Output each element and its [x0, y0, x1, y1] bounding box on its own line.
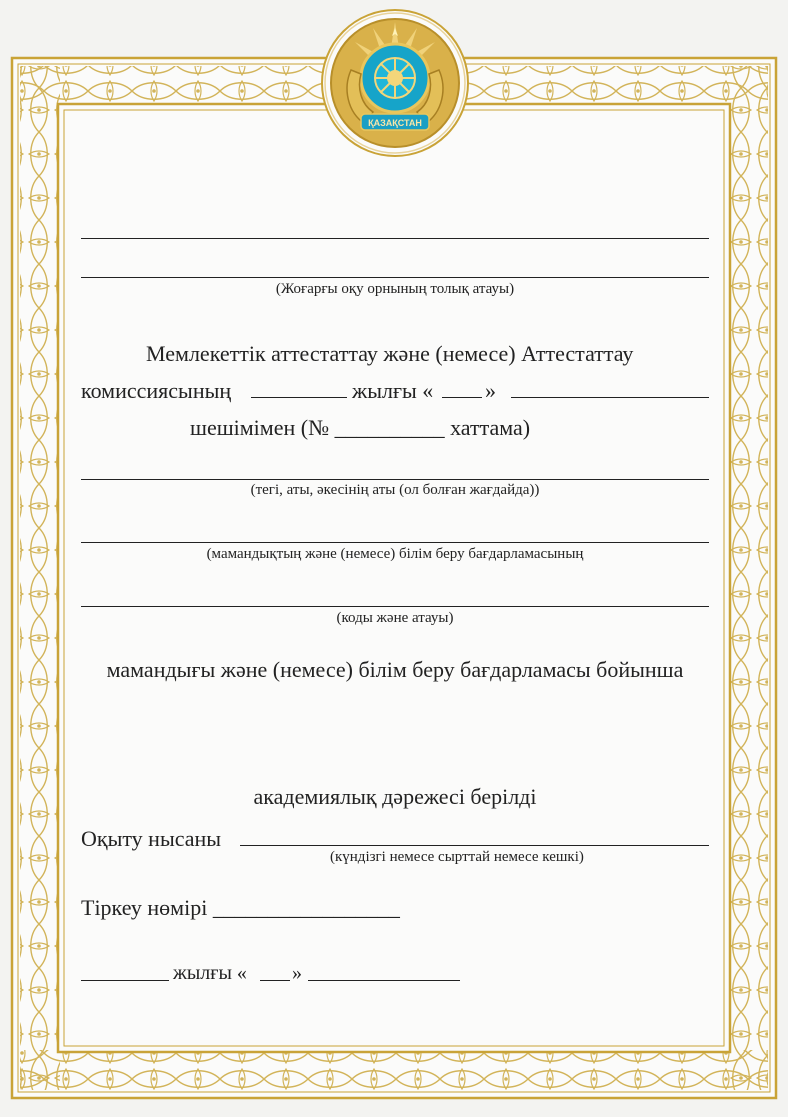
person-name-line [81, 479, 709, 480]
program-line-1 [81, 542, 709, 543]
program-caption-1: (мамандықтың және (немесе) білім беру бағдарламасының [206, 546, 584, 562]
emblem-ribbon-text: ҚАЗАҚСТАН [368, 118, 422, 128]
date-day-blank [260, 980, 290, 981]
decision-line-3: шешімімен (№ __________ хаттама) [190, 415, 531, 440]
date-month-blank [308, 980, 460, 981]
institution-line-2 [81, 277, 709, 278]
degree-statement: академиялық дәрежесі берілді [253, 784, 537, 809]
decision-year-label: жылғы « [352, 378, 434, 403]
decision-day-blank [442, 397, 482, 398]
study-form-label: Оқыту нысаны [81, 826, 222, 851]
person-caption: (тегі, аты, әкесінің аты (ол болған жағдайда)) [250, 482, 540, 498]
date-year-label: жылғы « [173, 962, 247, 984]
program-statement: мамандығы және (немесе) білім беру бағдарламасы бойынша [106, 657, 684, 682]
decision-close-quote: » [485, 378, 496, 403]
date-year-blank [81, 980, 169, 981]
study-form-line [240, 845, 709, 846]
study-form-caption: (күндізгі немесе сырттай немесе кешкі) [330, 849, 584, 865]
decision-line-2-prefix: комиссиясының [81, 378, 232, 403]
registration-label: Тіркеу нөмірі _________________ [81, 895, 400, 920]
date-close-quote: » [292, 962, 302, 984]
institution-line-1 [81, 238, 709, 239]
decision-month-blank [511, 397, 709, 398]
institution-caption: (Жоғарғы оқу орнының толық атауы) [275, 281, 515, 297]
state-emblem [321, 8, 469, 158]
program-line-2 [81, 606, 709, 607]
decision-date-blank [251, 397, 347, 398]
decision-line-1: Мемлекеттік аттестаттау және (немесе) Аттестаттау [146, 341, 634, 366]
program-caption-2: (коды және атауы) [336, 610, 454, 626]
